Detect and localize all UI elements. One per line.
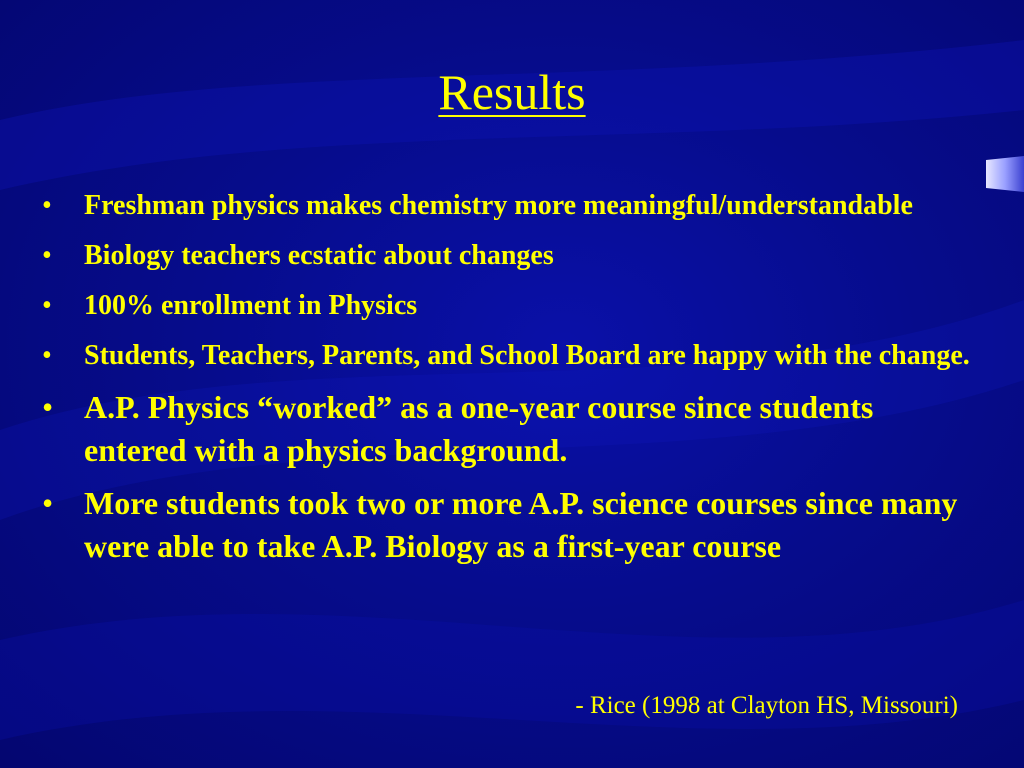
- edge-tab-decoration: [986, 156, 1024, 192]
- bullet-text: More students took two or more A.P. science courses since many were able to take A.P. Biology as a first-year course: [84, 485, 958, 564]
- citation: - Rice (1998 at Clayton HS, Missouri): [575, 692, 958, 719]
- bullet-dot: •: [42, 485, 54, 521]
- bullet-text: Biology teachers ecstatic about changes: [84, 240, 554, 271]
- bullet-text: A.P. Physics “worked” as a one-year course since students entered with a physics background.: [84, 389, 874, 468]
- bullet-list: [42, 186, 982, 578]
- bullet-item: [42, 336, 982, 376]
- bullet-dot: •: [42, 389, 54, 425]
- slide-title: Results: [438, 64, 586, 120]
- bullet-dot: •: [42, 340, 52, 371]
- bullet-item: [42, 186, 982, 226]
- bullet-text: Freshman physics makes chemistry more meaningful/understandable: [84, 190, 913, 221]
- bullet-text: 100% enrollment in Physics: [84, 290, 418, 321]
- bullet-dot: •: [42, 190, 52, 221]
- bullet-dot: •: [42, 240, 52, 271]
- bullet-item: [42, 236, 982, 276]
- bullet-item: [42, 482, 982, 568]
- bullet-text: Students, Teachers, Parents, and School Board are happy with the change.: [84, 340, 970, 371]
- bullet-item: [42, 386, 982, 472]
- bullet-item: [42, 286, 982, 326]
- bullet-dot: •: [42, 290, 52, 321]
